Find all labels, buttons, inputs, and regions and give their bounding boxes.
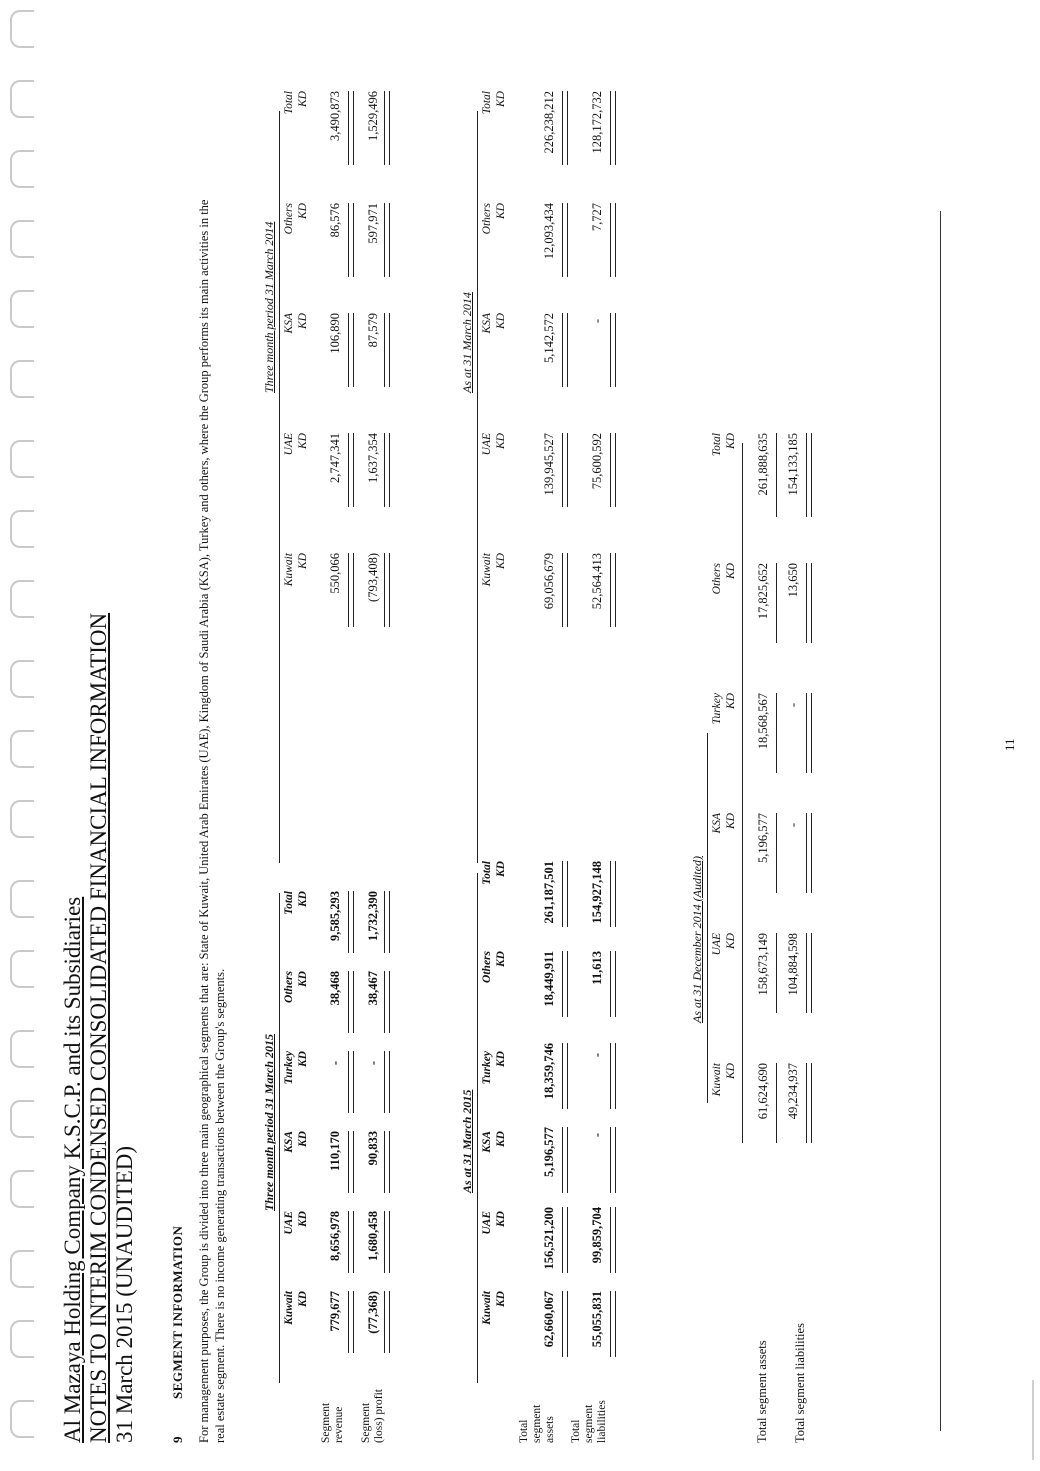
column-ksa <box>710 813 738 883</box>
cell-value: 1,637,354 <box>366 433 380 483</box>
column-others <box>480 951 508 1013</box>
single-rule <box>776 1063 777 1143</box>
table-assets-2014 <box>460 63 630 863</box>
double-rule <box>562 951 568 1017</box>
table-caption: As at 31 March 2014 <box>460 292 474 393</box>
cell-value: 261,187,501 <box>542 861 556 924</box>
cell-value: 5,142,572 <box>542 313 556 363</box>
column-ksa <box>480 313 508 383</box>
table-assets-2015 <box>460 763 630 1443</box>
double-rule <box>384 1211 390 1273</box>
double-rule <box>806 1063 812 1143</box>
column-others <box>282 203 310 273</box>
double-rule <box>610 203 616 277</box>
page-number: 11 <box>1002 738 1017 751</box>
column-header: Total <box>481 91 493 115</box>
column-kuwait <box>282 1291 310 1353</box>
column-header: Others <box>481 951 493 983</box>
column-header: Others <box>711 563 723 595</box>
column-header: Total <box>283 891 295 915</box>
column-unit: KD <box>495 203 507 219</box>
cell-value: 75,600,592 <box>590 433 604 490</box>
cell-value: 261,888,635 <box>756 433 770 496</box>
column-turkey <box>710 693 738 763</box>
cell-value: 99,859,704 <box>590 1207 604 1264</box>
double-rule <box>348 1291 354 1353</box>
column-unit: KD <box>495 553 507 569</box>
column-unit: KD <box>725 813 737 829</box>
column-header: UAE <box>283 433 295 456</box>
cell-value: 38,468 <box>328 971 342 1006</box>
column-unit: KD <box>297 1131 309 1147</box>
row-label-total-liabilities: Total segment liabilities <box>793 1323 807 1443</box>
cell-value: 5,196,577 <box>542 1127 556 1177</box>
double-rule <box>348 1051 354 1113</box>
double-rule <box>610 553 616 627</box>
column-others <box>710 563 738 633</box>
column-unit: KD <box>495 861 507 877</box>
cell-value: 18,449,911 <box>542 951 556 1007</box>
column-header: KSA <box>481 1131 493 1153</box>
caption-rule <box>279 893 280 1383</box>
column-kuwait <box>480 553 508 623</box>
company-title: Al Mazaya Holding Company K.S.C.P. and its Subsidiaries <box>60 896 85 1443</box>
double-rule <box>384 313 390 387</box>
column-header: Total <box>283 91 295 115</box>
cell-value: - <box>328 1061 342 1066</box>
double-rule <box>562 433 568 507</box>
cell-value: - <box>786 823 800 828</box>
cell-value: 5,196,577 <box>756 813 770 863</box>
column-header: Turkey <box>481 1051 493 1085</box>
cell-value: 13,650 <box>786 563 800 598</box>
column-unit: KD <box>725 433 737 449</box>
column-header: UAE <box>481 1211 493 1235</box>
column-unit: KD <box>725 1063 737 1079</box>
column-header: Turkey <box>711 693 723 725</box>
double-rule <box>384 1291 390 1353</box>
column-header: KSA <box>283 1131 295 1153</box>
column-header: Others <box>481 203 493 235</box>
double-rule <box>610 1291 616 1357</box>
cell-value: 11,613 <box>590 951 604 985</box>
column-uae <box>282 433 310 503</box>
double-rule <box>348 553 354 627</box>
single-rule <box>776 933 777 1013</box>
column-header: UAE <box>481 433 493 456</box>
double-rule <box>562 1043 568 1109</box>
single-rule <box>776 813 777 893</box>
cell-value: 104,884,598 <box>786 933 800 996</box>
cell-value: 55,055,831 <box>590 1291 604 1348</box>
cell-value: 156,521,200 <box>542 1207 556 1270</box>
column-header: Total <box>481 861 493 885</box>
double-rule <box>610 433 616 507</box>
column-header: Kuwait <box>283 1291 295 1325</box>
cell-value: - <box>590 1133 604 1138</box>
caption-rule <box>707 733 708 1103</box>
double-rule <box>562 1291 568 1357</box>
column-header: KSA <box>283 313 295 334</box>
double-rule <box>610 1127 616 1193</box>
cell-value: 12,093,434 <box>542 203 556 260</box>
column-turkey <box>282 1051 310 1113</box>
table-period-2014 <box>262 91 382 863</box>
double-rule <box>610 1043 616 1109</box>
column-uae <box>480 433 508 503</box>
column-turkey <box>480 1051 508 1113</box>
cell-value: 7,727 <box>590 203 604 232</box>
table-caption: Three month period 31 March 2015 <box>262 1033 276 1211</box>
double-rule <box>806 933 812 1013</box>
double-rule <box>562 203 568 277</box>
cell-value: 17,825,652 <box>756 563 770 620</box>
column-unit: KD <box>495 1291 507 1307</box>
column-unit: KD <box>725 693 737 709</box>
double-rule <box>348 1131 354 1193</box>
cell-value: - <box>366 1061 380 1066</box>
single-rule <box>776 563 777 643</box>
table-caption: As at 31 December 2014 (Audited) <box>690 856 704 1023</box>
cell-value: 597,971 <box>366 203 380 244</box>
section-paragraph: For management purposes, the Group is divided into three main geographical segments that are: State of Kuwait, United Arab Emirates (UAE), Kingdom of Saudi Arabia (KSA), Turkey and others, where the Group performs its main activities in the real estate segment. There is no income generating transactions between the Group's segments. <box>197 199 227 1443</box>
double-rule <box>610 91 616 165</box>
cell-value: 1,680,458 <box>366 1211 380 1261</box>
cell-value: 128,172,732 <box>590 91 604 154</box>
column-unit: KD <box>297 1051 309 1067</box>
double-rule <box>348 91 354 165</box>
column-unit: KD <box>297 91 309 107</box>
cell-value: 226,238,212 <box>542 91 556 154</box>
column-kuwait <box>710 1063 738 1133</box>
column-uae <box>710 933 738 1003</box>
cell-value: 90,833 <box>366 1131 380 1166</box>
double-rule <box>562 1127 568 1193</box>
double-rule <box>806 693 812 773</box>
column-unit: KD <box>495 1131 507 1147</box>
double-rule <box>348 891 354 953</box>
column-unit: KD <box>495 313 507 329</box>
double-rule <box>348 971 354 1033</box>
table-dec-2014 <box>690 433 840 1443</box>
column-unit: KD <box>297 433 309 449</box>
column-header: Kuwait <box>283 553 295 587</box>
column-unit: KD <box>297 1291 309 1307</box>
double-rule <box>384 91 390 165</box>
double-rule <box>384 433 390 507</box>
double-rule <box>384 1131 390 1193</box>
double-rule <box>384 1051 390 1113</box>
cell-value: 3,490,873 <box>328 91 342 141</box>
column-unit: KD <box>297 313 309 329</box>
section-title: SEGMENT INFORMATION <box>170 1225 185 1399</box>
row-label-segment-revenue: Segment revenue <box>320 1402 345 1443</box>
cell-value: 38,467 <box>366 971 380 1006</box>
double-rule <box>610 1207 616 1273</box>
cell-value: 1,529,496 <box>366 91 380 141</box>
row-label-segment-profit: Segment (loss) profit <box>360 1389 385 1443</box>
double-rule <box>384 971 390 1033</box>
double-rule <box>562 553 568 627</box>
column-unit: KD <box>495 951 507 967</box>
column-header: Others <box>283 971 295 1003</box>
double-rule <box>806 433 812 517</box>
cell-value: - <box>786 703 800 708</box>
double-rule <box>806 563 812 643</box>
column-ksa <box>282 313 310 383</box>
column-unit: KD <box>297 891 309 907</box>
column-kuwait <box>480 1291 508 1353</box>
column-kuwait <box>282 553 310 623</box>
cell-value: 110,170 <box>328 1131 342 1171</box>
double-rule <box>610 951 616 1017</box>
date-line: 31 March 2015 (UNAUDITED) <box>112 1145 137 1443</box>
column-header: Kuwait <box>481 1291 493 1325</box>
table-caption: Three month period 31 March 2014 <box>262 221 276 393</box>
cell-value: 1,732,390 <box>366 891 380 941</box>
column-total <box>282 891 310 953</box>
column-header: Kuwait <box>481 553 493 587</box>
footer-rule <box>940 211 941 1431</box>
cell-value: 87,579 <box>366 313 380 348</box>
column-header: Others <box>283 203 295 235</box>
column-header: UAE <box>711 933 723 956</box>
cell-value: 49,234,937 <box>786 1063 800 1120</box>
double-rule <box>384 891 390 953</box>
double-rule <box>610 861 616 927</box>
double-rule <box>562 861 568 927</box>
double-rule <box>806 813 812 893</box>
column-unit: KD <box>725 563 737 579</box>
cell-value: 154,927,148 <box>590 861 604 924</box>
column-header: Kuwait <box>711 1063 723 1097</box>
column-ksa <box>282 1131 310 1193</box>
double-rule <box>384 553 390 627</box>
column-others <box>480 203 508 273</box>
row-label-total-liabilities: Total segment liabilities <box>570 1400 608 1443</box>
column-header: KSA <box>711 813 723 834</box>
cell-value: 139,945,527 <box>542 433 556 496</box>
single-rule <box>776 433 777 517</box>
cell-value: 86,576 <box>328 203 342 238</box>
row-label-total-assets: Total segment assets <box>518 1404 556 1443</box>
cell-value: (793,408) <box>366 553 380 602</box>
column-total <box>480 861 508 923</box>
column-unit: KD <box>495 433 507 449</box>
cell-value: - <box>590 319 604 324</box>
cell-value: - <box>590 1053 604 1058</box>
cell-value: 52,564,413 <box>590 553 604 610</box>
double-rule <box>348 1211 354 1273</box>
row-label-total-assets: Total segment assets <box>755 1340 769 1443</box>
column-ksa <box>480 1131 508 1193</box>
double-rule <box>348 313 354 387</box>
cell-value: 154,133,185 <box>786 433 800 496</box>
column-unit: KD <box>297 1211 309 1227</box>
cell-value: 9,585,293 <box>328 891 342 941</box>
cell-value: 2,747,341 <box>328 433 342 483</box>
column-unit: KD <box>297 553 309 569</box>
section-number: 9 <box>170 1436 185 1443</box>
column-header: Turkey <box>283 1051 295 1085</box>
cell-value: 8,656,978 <box>328 1211 342 1261</box>
double-rule <box>348 433 354 507</box>
cell-value: 550,066 <box>328 553 342 594</box>
column-unit: KD <box>495 1051 507 1067</box>
caption-rule <box>477 873 478 1383</box>
notes-title: NOTES TO INTERIM CONDENSED CONSOLIDATED FINANCIAL INFORMATION <box>86 612 111 1443</box>
cell-value: 18,359,746 <box>542 1043 556 1100</box>
column-others <box>282 971 310 1033</box>
table-caption: As at 31 March 2015 <box>460 1089 474 1193</box>
column-unit: KD <box>297 203 309 219</box>
caption-rule <box>477 111 478 863</box>
column-unit: KD <box>725 933 737 949</box>
double-rule <box>562 1207 568 1273</box>
column-unit: KD <box>297 971 309 987</box>
table-period-2015 <box>262 763 385 1443</box>
cell-value: 779,677 <box>328 1291 342 1332</box>
column-header: KSA <box>481 313 493 334</box>
double-rule <box>562 313 568 387</box>
cell-value: 18,568,567 <box>756 693 770 750</box>
column-header: UAE <box>283 1211 295 1235</box>
column-total <box>480 91 508 163</box>
single-rule <box>776 693 777 773</box>
column-header: Total <box>711 433 723 457</box>
column-unit: KD <box>495 91 507 107</box>
double-rule <box>610 313 616 387</box>
cell-value: (77,368) <box>366 1291 380 1334</box>
column-uae <box>480 1211 508 1273</box>
cell-value: 69,056,679 <box>542 553 556 610</box>
caption-rule <box>279 111 280 863</box>
cell-value: 61,624,690 <box>756 1063 770 1120</box>
double-rule <box>562 91 568 165</box>
cell-value: 158,673,149 <box>756 933 770 996</box>
column-unit: KD <box>495 1211 507 1227</box>
column-total <box>282 91 310 163</box>
header-rule <box>742 443 743 1143</box>
cell-value: 106,890 <box>328 313 342 354</box>
double-rule <box>384 203 390 277</box>
double-rule <box>348 203 354 277</box>
cell-value: 62,660,067 <box>542 1291 556 1348</box>
column-uae <box>282 1211 310 1273</box>
column-total <box>710 433 738 503</box>
